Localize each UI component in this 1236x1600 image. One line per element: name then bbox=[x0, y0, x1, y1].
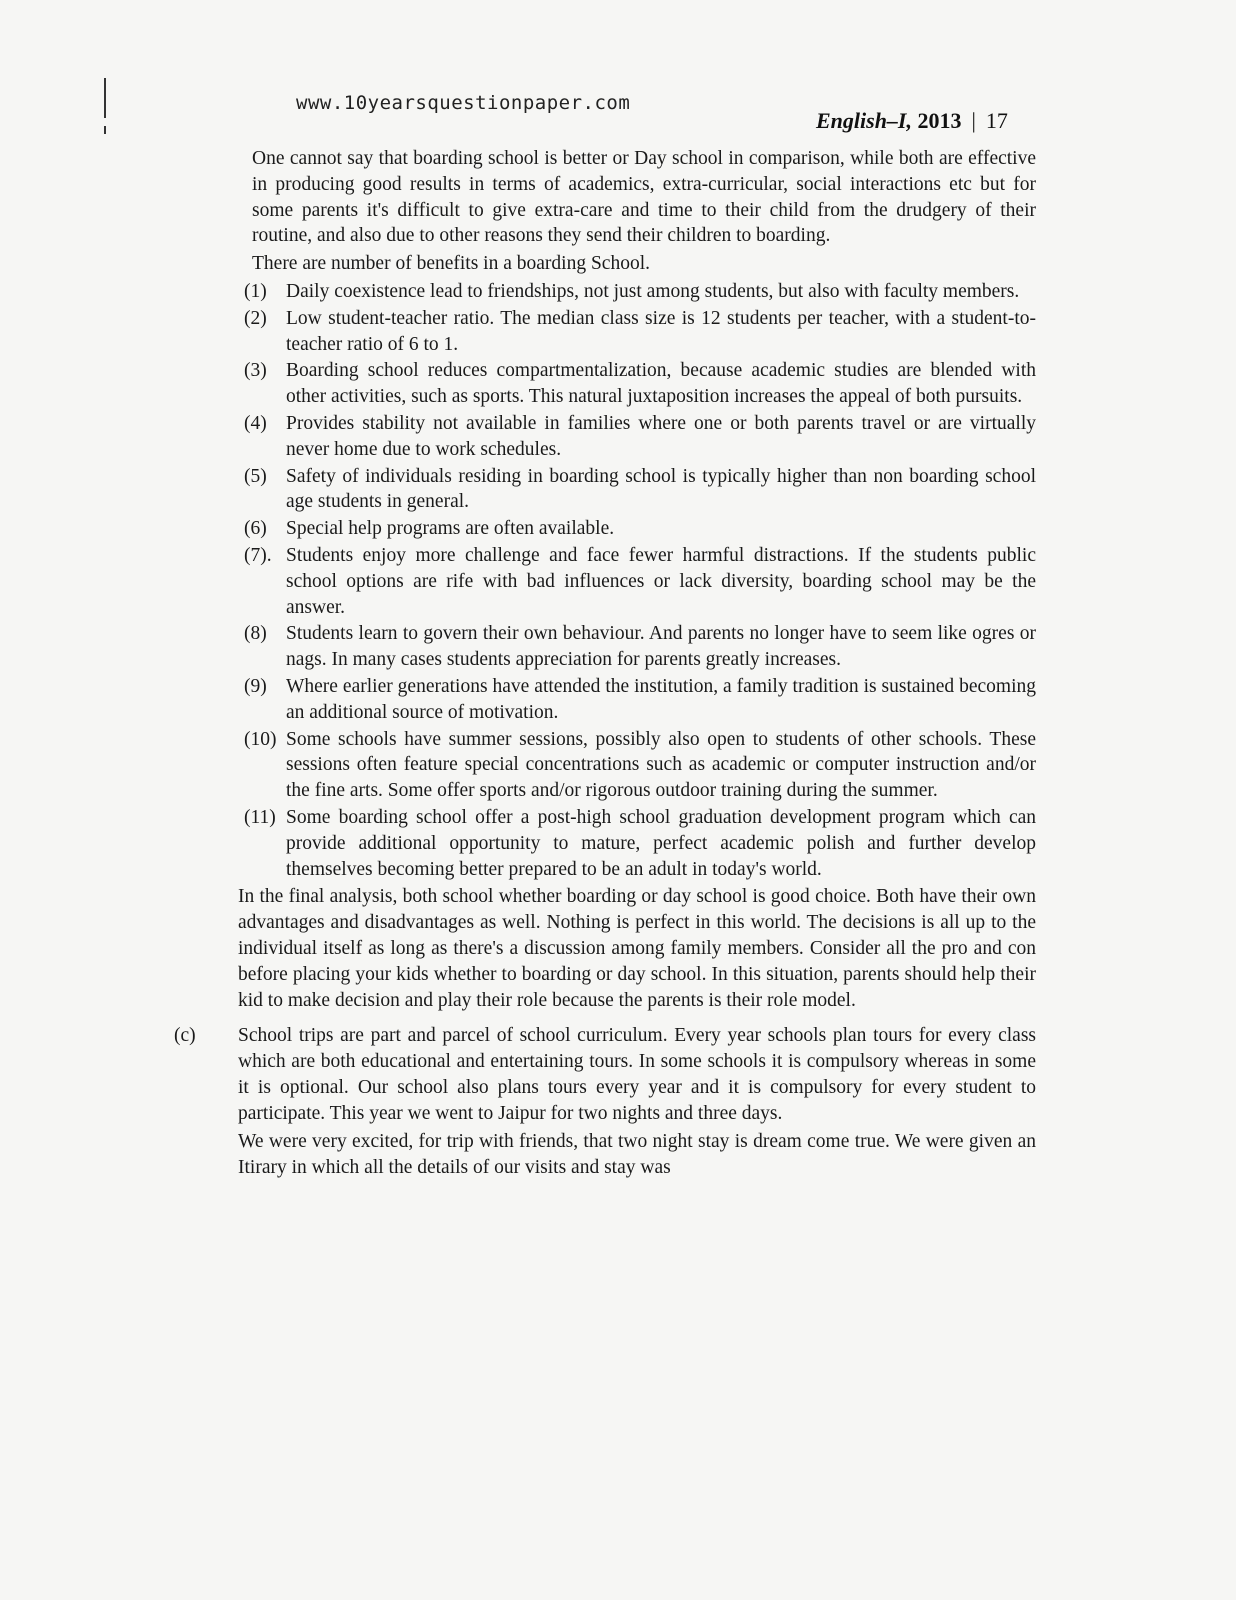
item-text: Daily coexistence lead to friendships, not just among students, but also with faculty members. bbox=[286, 280, 1020, 302]
margin-mark bbox=[104, 126, 106, 134]
item-number: (10) bbox=[244, 728, 277, 750]
list-item bbox=[238, 621, 1036, 673]
running-head bbox=[816, 108, 1008, 134]
item-number: (4) bbox=[244, 412, 267, 434]
source-url: www.10yearsquestionpaper.com bbox=[296, 92, 631, 114]
item-text: Students enjoy more challenge and face fewer harmful distractions. If the students public school options are rife with bad influences or lack diversity, boarding school may be the answer. bbox=[286, 544, 1036, 618]
intro-paragraph: One cannot say that boarding school is better or Day school in comparison, while both are effective in producing good results in terms of academics, extra-curricular, social interactions etc but for some parents it's difficult to give extra-care and time to their child from the drudgery of their routine, and also due to other reasons they send their children to boarding. bbox=[252, 148, 1036, 247]
item-number: (8) bbox=[244, 623, 267, 645]
list-item bbox=[238, 306, 1036, 358]
list-item bbox=[238, 516, 1036, 542]
item-number: (11) bbox=[244, 806, 276, 828]
header-separator: | bbox=[971, 108, 976, 133]
item-text: Special help programs are often available. bbox=[286, 518, 615, 540]
item-text: Students learn to govern their own behaviour. And parents no longer have to seem like ogres or nags. In many cases students appreciation for parents greatly increases. bbox=[286, 623, 1036, 671]
list-item bbox=[238, 674, 1036, 726]
page-number: 17 bbox=[985, 108, 1008, 133]
section-c-paragraph-1: School trips are part and parcel of school curriculum. Every year schools plan tours for every class which are both educational and entertaining tours. In some schools it is compulsory whereas in some it is optional. Our school also plans tours every year and it is compulsory for every student to participate. This year we went to Jaipur for two nights and three days. bbox=[238, 1025, 1036, 1124]
list-item bbox=[238, 543, 1036, 620]
conclusion-paragraph: In the final analysis, both school whether boarding or day school is good choice. Both have their own advantages and disadvantages as well. Nothing is perfect in this world. The decisions is all up to the individual itself as long as there's a discussion among family members. Consider all the pro and con before placing your kids whether to boarding or day school. In this situation, parents should help their kid to make decision and play their role because the parents is their role model. bbox=[238, 886, 1036, 1011]
item-text: Some boarding school offer a post-high school graduation development program which can provide additional opportunity to mature, perfect academic polish and further develop themselves becoming better prepared to be an adult in today's world. bbox=[286, 806, 1036, 880]
item-number: (1) bbox=[244, 280, 267, 302]
section-c bbox=[174, 1023, 1036, 1181]
item-text: Boarding school reduces compartmentalization, because academic studies are blended with other activities, such as sports. This natural juxtaposition increases the appeal of both pursuits. bbox=[286, 360, 1036, 408]
list-item bbox=[238, 411, 1036, 463]
item-number: (9) bbox=[244, 675, 267, 697]
item-number: (2) bbox=[244, 307, 267, 329]
list-item bbox=[238, 727, 1036, 804]
item-text: Provides stability not available in families where one or both parents travel or are virtually never home due to work schedules. bbox=[286, 412, 1036, 460]
margin-mark bbox=[104, 78, 106, 118]
list-item bbox=[238, 358, 1036, 410]
list-item bbox=[238, 279, 1036, 305]
benefits-list bbox=[238, 279, 1036, 882]
item-number: (5) bbox=[244, 465, 267, 487]
answer-body bbox=[174, 146, 1036, 1184]
paper-year: 2013 bbox=[917, 108, 962, 133]
benefits-lead: There are number of benefits in a boarding School. bbox=[252, 253, 650, 275]
item-text: Safety of individuals residing in boarding school is typically higher than non boarding school age students in general. bbox=[286, 465, 1036, 513]
list-item bbox=[238, 805, 1036, 882]
section-c-paragraph-2: We were very excited, for trip with friends, that two night stay is dream come true. We were given an Itirary in which all the details of our visits and stay was bbox=[238, 1131, 1036, 1179]
item-text: Some schools have summer sessions, possibly also open to students of other schools. These sessions often feature special concentrations such as academic or computer instruction and/or the fine arts. Some offer sports and/or rigorous outdoor training during the summer. bbox=[286, 728, 1036, 802]
item-text: Low student-teacher ratio. The median class size is 12 students per teacher, with a student-to-teacher ratio of 6 to 1. bbox=[286, 307, 1036, 355]
subject-title: English–I, bbox=[816, 108, 912, 133]
section-label: (c) bbox=[174, 1025, 196, 1047]
item-number: (6) bbox=[244, 518, 267, 540]
item-text: Where earlier generations have attended the institution, a family tradition is sustained becoming an additional source of motivation. bbox=[286, 675, 1036, 723]
item-number: (7). bbox=[244, 544, 272, 566]
list-item bbox=[238, 464, 1036, 516]
item-number: (3) bbox=[244, 360, 267, 382]
